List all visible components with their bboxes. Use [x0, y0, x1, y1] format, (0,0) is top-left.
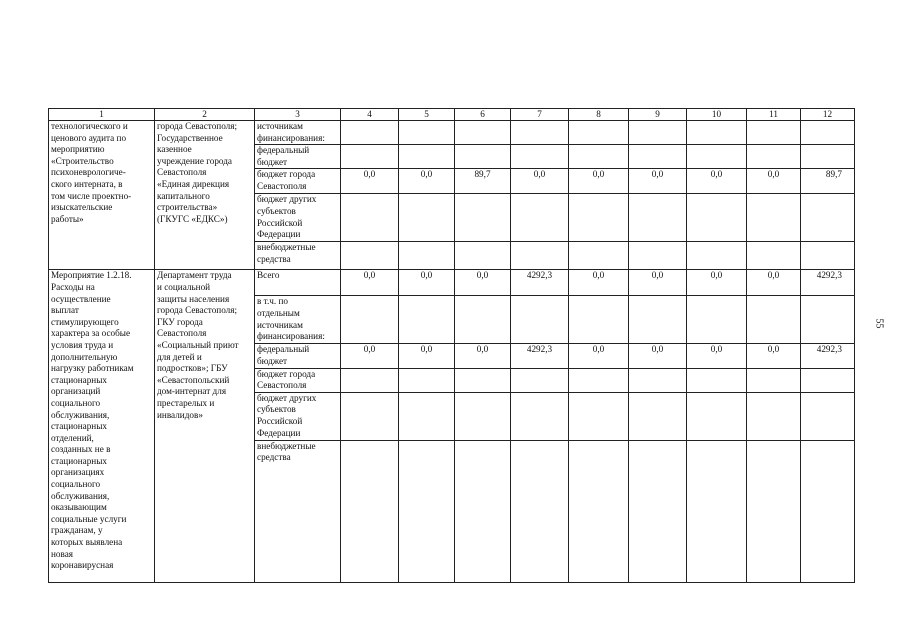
column-header-5: 5: [399, 109, 455, 121]
value-cell-8: [569, 121, 629, 145]
column-header-1: 1: [49, 109, 155, 121]
column-header-11: 11: [747, 109, 801, 121]
value-cell-9: 0,0: [629, 270, 687, 296]
value-cell-7: [511, 121, 569, 145]
source-label: в т.ч. по отдельным источникам финансирования:: [255, 296, 341, 344]
value-cell-6: [455, 440, 511, 582]
measure-name: Мероприятие 1.2.18. Расходы на осуществление выплат стимулирующего характера за особые условия труда и дополнительную нагрузку работникам стационарных организаций социального обслуживания, стационарных отделений, созданных не в стационарных организациях социального обслуживания, оказывающим социальные услуги гражданам, у которых выявлена новая коронавирусная: [49, 270, 155, 582]
value-cell-6: 0,0: [455, 344, 511, 368]
value-cell-5: [399, 440, 455, 582]
value-cell-7: 0,0: [511, 169, 569, 194]
value-cell-10: 0,0: [687, 169, 747, 194]
value-cell-6: [455, 296, 511, 344]
value-cell-5: [399, 368, 455, 392]
column-header-9: 9: [629, 109, 687, 121]
value-cell-7: 4292,3: [511, 344, 569, 368]
executor-name: Департамент труда и социальной защиты населения города Севастополя; ГКУ города Севастополя «Социальный приют для детей и подростков»; ГБУ «Севастопольский дом-интернат для престарелых и инвалидов»: [155, 270, 255, 582]
value-cell-12: [801, 145, 855, 169]
value-cell-7: [511, 440, 569, 582]
value-cell-8: [569, 392, 629, 440]
value-cell-8: [569, 440, 629, 582]
value-cell-8: [569, 145, 629, 169]
value-cell-11: 0,0: [747, 169, 801, 194]
value-cell-5: 0,0: [399, 169, 455, 194]
value-cell-4: [341, 194, 399, 242]
value-cell-5: [399, 296, 455, 344]
value-cell-7: [511, 194, 569, 242]
value-cell-6: 89,7: [455, 169, 511, 194]
value-cell-9: [629, 368, 687, 392]
value-cell-9: [629, 392, 687, 440]
value-cell-5: [399, 242, 455, 270]
value-cell-4: [341, 440, 399, 582]
value-cell-11: [747, 296, 801, 344]
value-cell-4: [341, 392, 399, 440]
value-cell-10: [687, 440, 747, 582]
header-row: [49, 109, 855, 121]
value-cell-4: [341, 242, 399, 270]
value-cell-12: 4292,3: [801, 344, 855, 368]
value-cell-8: 0,0: [569, 169, 629, 194]
value-cell-9: [629, 440, 687, 582]
value-cell-4: 0,0: [341, 169, 399, 194]
value-cell-9: [629, 194, 687, 242]
value-cell-8: 0,0: [569, 270, 629, 296]
column-header-8: 8: [569, 109, 629, 121]
value-cell-7: [511, 242, 569, 270]
value-cell-10: [687, 145, 747, 169]
value-cell-4: [341, 296, 399, 344]
column-header-10: 10: [687, 109, 747, 121]
value-cell-5: [399, 194, 455, 242]
source-label: бюджет других субъектов Российской Федерации: [255, 392, 341, 440]
column-header-4: 4: [341, 109, 399, 121]
value-cell-10: [687, 368, 747, 392]
value-cell-11: [747, 440, 801, 582]
source-label: бюджет города Севастополя: [255, 368, 341, 392]
value-cell-10: 0,0: [687, 270, 747, 296]
value-cell-5: 0,0: [399, 270, 455, 296]
value-cell-11: [747, 368, 801, 392]
value-cell-6: [455, 368, 511, 392]
financing-table: [48, 108, 855, 583]
value-cell-6: 0,0: [455, 270, 511, 296]
value-cell-12: 4292,3: [801, 270, 855, 296]
measure-name: технологического и ценового аудита по мероприятию «Строительство психоневрологиче- ского интерната, в том числе проектно- изыскательские работы»: [49, 121, 155, 270]
value-cell-4: 0,0: [341, 270, 399, 296]
value-cell-10: [687, 194, 747, 242]
value-cell-12: [801, 121, 855, 145]
value-cell-10: 0,0: [687, 344, 747, 368]
source-label: федеральный бюджет: [255, 145, 341, 169]
column-header-6: 6: [455, 109, 511, 121]
value-cell-12: [801, 392, 855, 440]
value-cell-12: 89,7: [801, 169, 855, 194]
value-cell-11: [747, 121, 801, 145]
value-cell-6: [455, 392, 511, 440]
value-cell-9: [629, 145, 687, 169]
value-cell-8: 0,0: [569, 344, 629, 368]
value-cell-11: 0,0: [747, 344, 801, 368]
value-cell-9: [629, 242, 687, 270]
value-cell-4: [341, 145, 399, 169]
table-row: [49, 121, 855, 145]
value-cell-5: [399, 145, 455, 169]
value-cell-10: [687, 296, 747, 344]
source-label: внебюджетные средства: [255, 242, 341, 270]
value-cell-4: [341, 121, 399, 145]
value-cell-4: [341, 368, 399, 392]
source-label: федеральный бюджет: [255, 344, 341, 368]
value-cell-12: [801, 194, 855, 242]
value-cell-11: 0,0: [747, 270, 801, 296]
column-header-2: 2: [155, 109, 255, 121]
value-cell-9: 0,0: [629, 344, 687, 368]
value-cell-9: 0,0: [629, 169, 687, 194]
value-cell-11: [747, 242, 801, 270]
value-cell-9: [629, 296, 687, 344]
column-header-7: 7: [511, 109, 569, 121]
source-label: бюджет других субъектов Российской Федерации: [255, 194, 341, 242]
value-cell-7: [511, 296, 569, 344]
value-cell-7: 4292,3: [511, 270, 569, 296]
value-cell-7: [511, 368, 569, 392]
value-cell-12: [801, 242, 855, 270]
value-cell-10: [687, 242, 747, 270]
value-cell-12: [801, 440, 855, 582]
source-label: бюджет города Севастополя: [255, 169, 341, 194]
page-number: 55: [873, 318, 885, 329]
value-cell-9: [629, 121, 687, 145]
value-cell-7: [511, 145, 569, 169]
value-cell-5: [399, 121, 455, 145]
table-row: [49, 270, 855, 296]
column-header-12: 12: [801, 109, 855, 121]
value-cell-6: [455, 145, 511, 169]
source-label: источникам финансирования:: [255, 121, 341, 145]
value-cell-5: 0,0: [399, 344, 455, 368]
source-label: Всего: [255, 270, 341, 296]
value-cell-12: [801, 296, 855, 344]
value-cell-6: [455, 121, 511, 145]
value-cell-10: [687, 121, 747, 145]
value-cell-12: [801, 368, 855, 392]
value-cell-5: [399, 392, 455, 440]
value-cell-8: [569, 296, 629, 344]
executor-name: города Севастополя; Государственное казенное учреждение города Севастополя «Единая дирекция капитального строительства» (ГКУГС «ЕДКС»): [155, 121, 255, 270]
value-cell-11: [747, 194, 801, 242]
source-label: внебюджетные средства: [255, 440, 341, 582]
value-cell-11: [747, 392, 801, 440]
value-cell-10: [687, 392, 747, 440]
value-cell-11: [747, 145, 801, 169]
value-cell-8: [569, 242, 629, 270]
value-cell-6: [455, 242, 511, 270]
value-cell-6: [455, 194, 511, 242]
value-cell-8: [569, 194, 629, 242]
value-cell-8: [569, 368, 629, 392]
value-cell-7: [511, 392, 569, 440]
value-cell-4: 0,0: [341, 344, 399, 368]
column-header-3: 3: [255, 109, 341, 121]
